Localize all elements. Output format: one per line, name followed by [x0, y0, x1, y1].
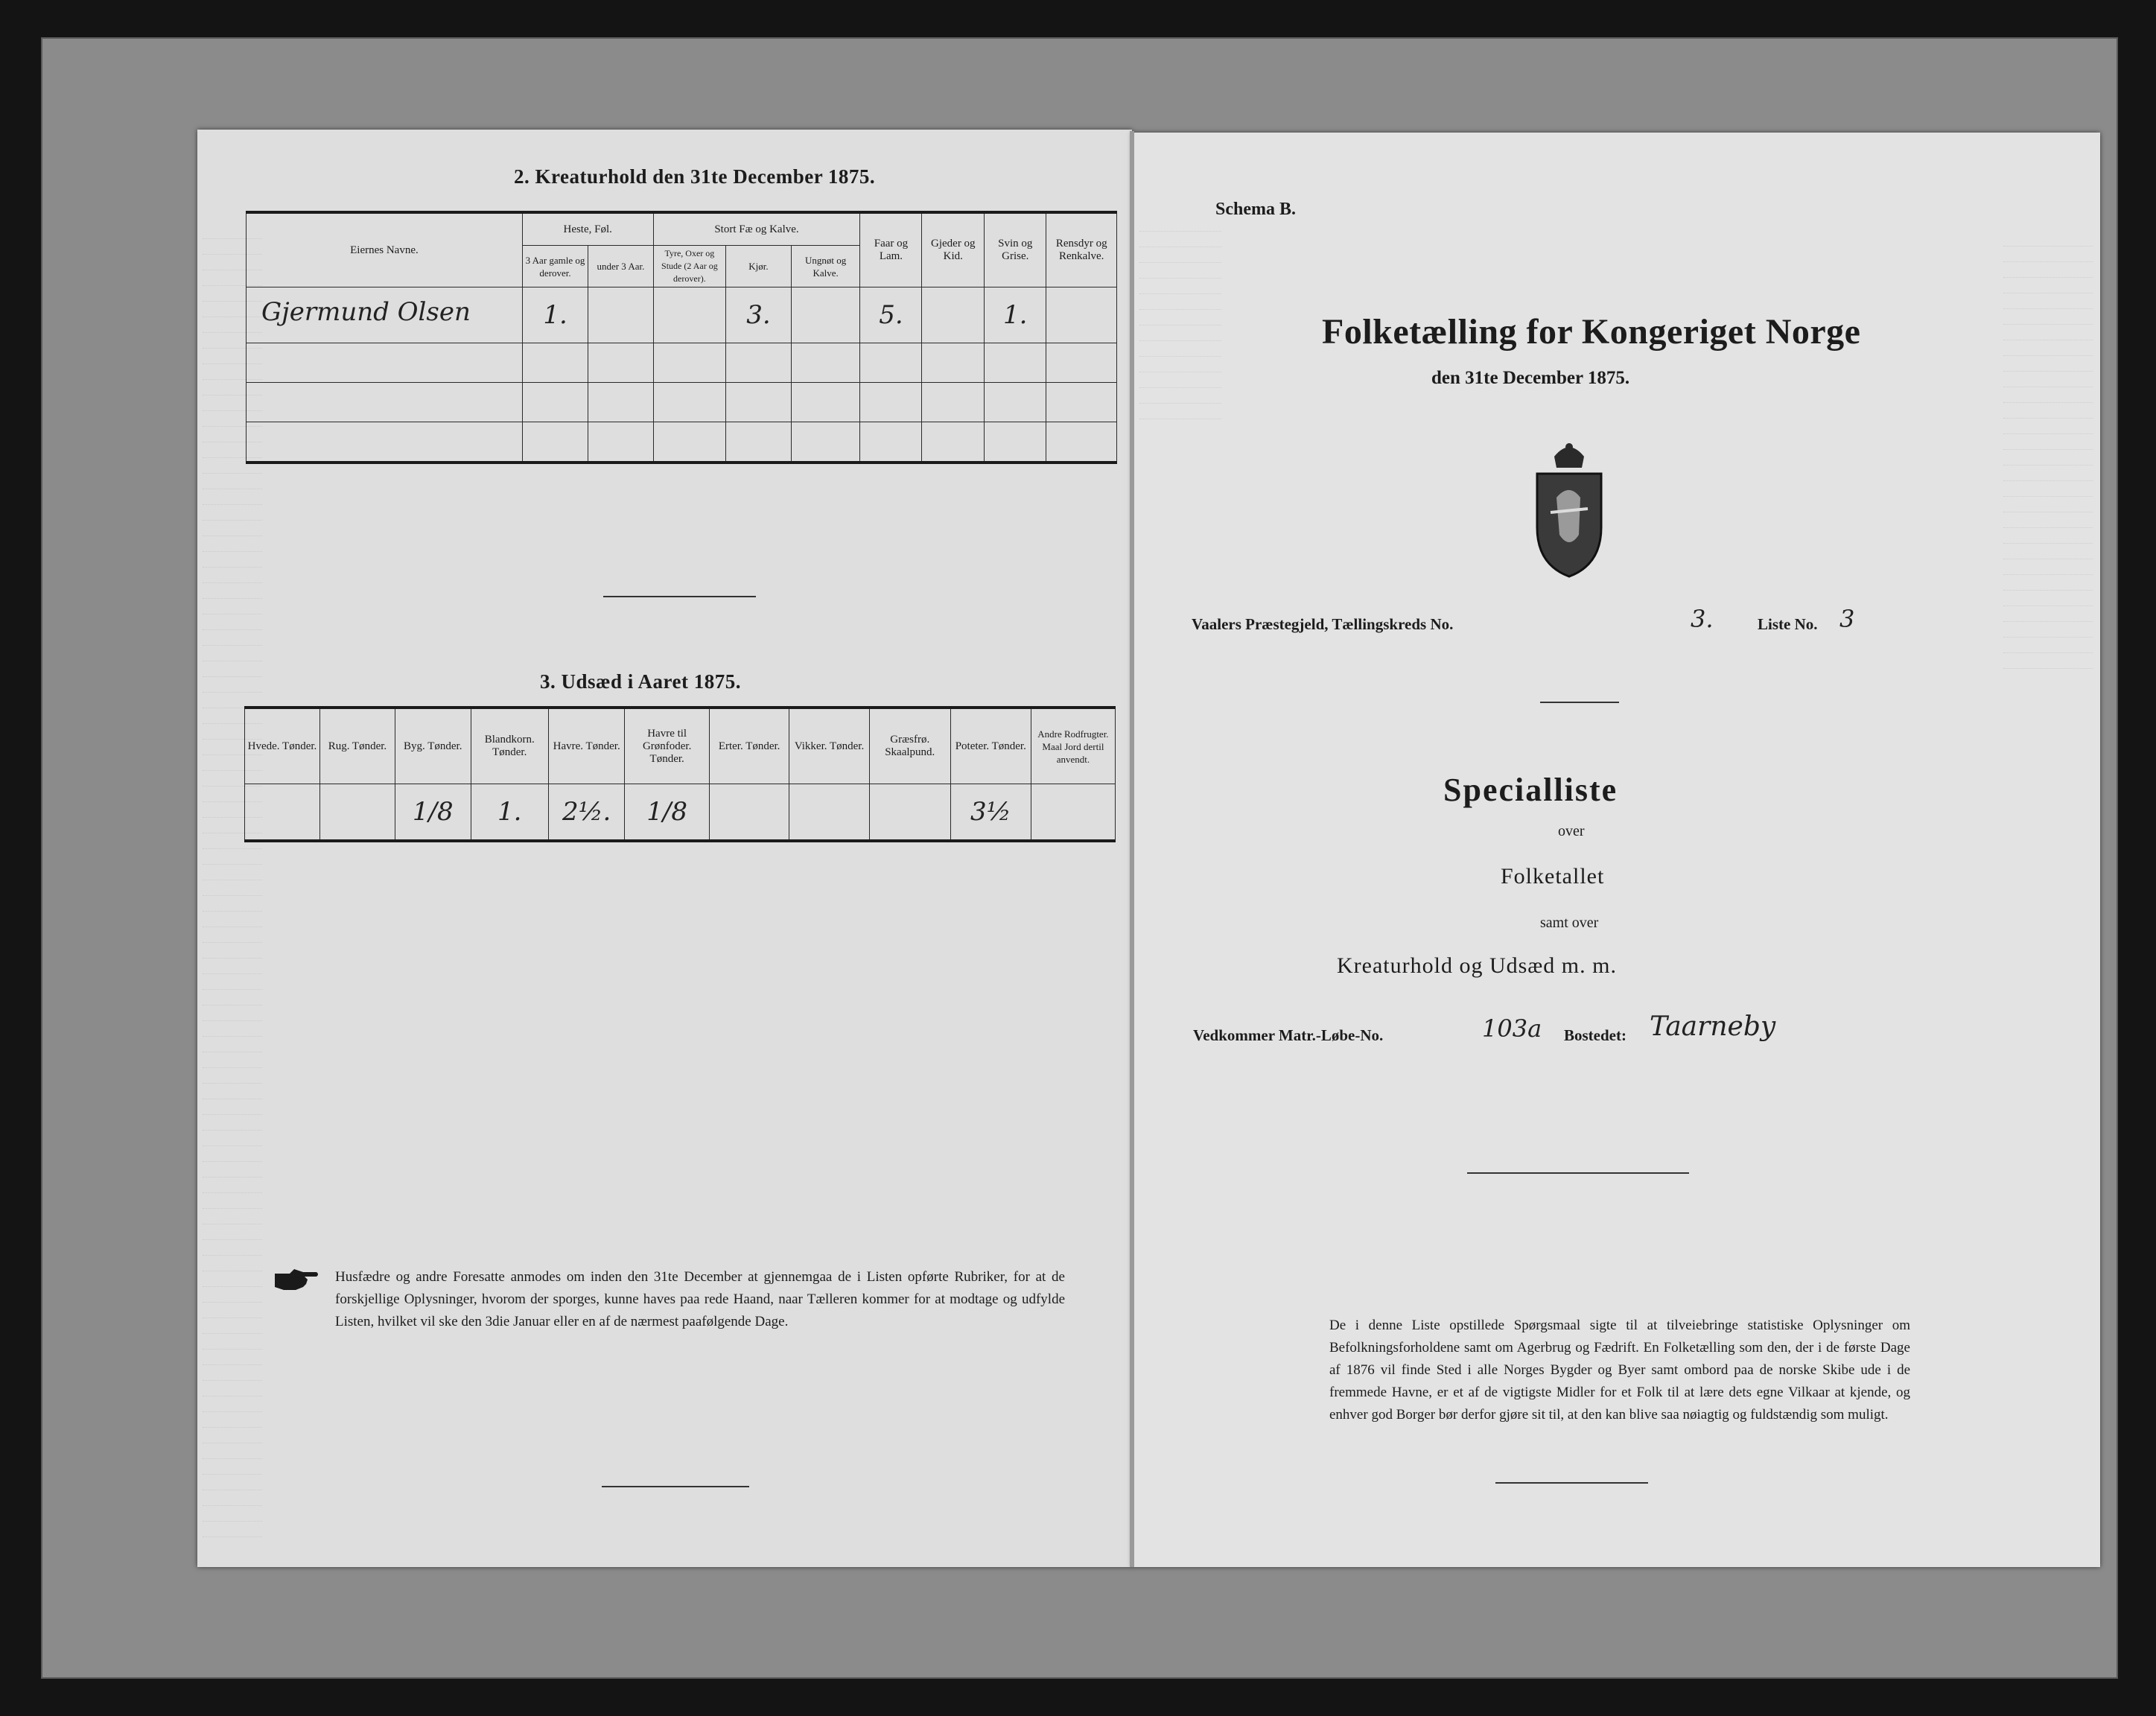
matr-label: Vedkommer Matr.-Løbe-No. — [1193, 1026, 1384, 1044]
byg-value: 1/8 — [395, 784, 471, 842]
norway-coat-of-arms — [1528, 438, 1610, 579]
group-horses-header: Heste, Føl. — [522, 212, 653, 246]
col-svin-header: Svin og Grise. — [985, 212, 1046, 287]
c-tyre-value — [653, 287, 726, 343]
rensdyr-value — [1046, 287, 1117, 343]
notice-text: Husfædre og andre Foresatte anmodes om inden den 31te December at gjennemgaa de i Listen opførte Rubriker, for at de forskjellige Oplysninger, hvorom der sporges, kunne haves paa rede Haand, naar Tælleren kommer for at modtage og udfylde Listen, hvilket vil ske den 3die Januar eller en af de nærmest paafølgende Dage. — [335, 1269, 1065, 1329]
c-ungnot-header: Ungnøt og Kalve. — [791, 246, 860, 287]
bottom-explanatory-note: De i denne Liste opstillede Spørgsmaal sigte til at tilveiebringe statistiske Oplysninger om Befolkningsforholdene samt om Agerbrug og Fædrift. En Folketælling som den, der i de første Dage af 1876 vil finde Sted i alle Norges Bygder og Byer samt ombord paa de norske Skibe ude i de fremmede Havne, er et af de vigtigste Midler for et Folk til at lære dets egne Vilkaar at kjende, og enhver god Borger bør derfor gjøre sit til, at den kan blive saa nøiagtig og fuldstændig som muligt. — [1329, 1318, 1910, 1423]
poteter-header: Poteter. Tønder. — [950, 708, 1031, 784]
c-ungnot-value — [791, 287, 860, 343]
owner-name: Gjermund Olsen — [261, 297, 471, 327]
sowing-table — [244, 706, 1116, 842]
book-fold — [1130, 131, 1134, 1567]
col-rensdyr-header: Rensdyr og Renkalve. — [1046, 212, 1117, 287]
blandkorn-header: Blandkorn. Tønder. — [471, 708, 548, 784]
c-kjor-value: 3. — [726, 287, 792, 343]
erter-header: Erter. Tønder. — [709, 708, 789, 784]
livestock-table — [246, 211, 1117, 464]
andre-rodfrugter-value — [1031, 784, 1115, 842]
long-rule — [1467, 1172, 1689, 1174]
havre-gronfoder-header: Havre til Grønfoder. Tønder. — [625, 708, 710, 784]
poteter-value: 3½ — [950, 784, 1031, 842]
c-tyre-header: Tyre, Oxer og Stude (2 Aar og derover). — [653, 246, 726, 287]
havre-gronfoder-value: 1/8 — [625, 784, 710, 842]
short-rule — [1540, 702, 1619, 703]
graesfro-value — [869, 784, 950, 842]
section3-title: 3. Udsæd i Aaret 1875. — [540, 670, 742, 693]
prestegjeld-label: Vaalers Præstegjeld, Tællingskreds No. — [1192, 615, 1454, 633]
group-cattle-header: Stort Fæ og Kalve. — [653, 212, 860, 246]
bosted-label: Bostedet: — [1564, 1026, 1626, 1044]
faint-bleed-through-right-edge — [2003, 231, 2093, 678]
vikker-value — [789, 784, 869, 842]
samt-over-label: samt over — [1540, 915, 1599, 931]
owner-cell — [247, 287, 523, 343]
h-3aar-value: 1. — [522, 287, 588, 343]
kreaturhold-udsaed-label: Kreaturhold og Udsæd m. m. — [1337, 953, 1617, 978]
col-gjeder-header: Gjeder og Kid. — [922, 212, 985, 287]
divider-rule — [603, 596, 756, 597]
havre-value: 2½. — [548, 784, 624, 842]
section2-title: 2. Kreaturhold den 31te December 1875. — [514, 165, 876, 188]
gjeder-value — [922, 287, 985, 343]
graesfro-header: Græsfrø. Skaalpund. — [869, 708, 950, 784]
rug-value — [319, 784, 395, 842]
hvede-header: Hvede. Tønder. — [245, 708, 320, 784]
bosted-value: Taarneby — [1650, 1011, 1776, 1042]
h-under3-header: under 3 Aar. — [588, 246, 653, 287]
h-3aar-header: 3 Aar gamle og derover. — [522, 246, 588, 287]
col-faar-header: Faar og Lam. — [860, 212, 922, 287]
col-owner-header: Eiernes Navne. — [247, 212, 523, 287]
byg-header: Byg. Tønder. — [395, 708, 471, 784]
matr-value: 103a — [1482, 1014, 1542, 1043]
andre-rodfrugter-header: Andre Rodfrugter. Maal Jord dertil anvendt. — [1031, 708, 1115, 784]
folketallet-label: Folketallet — [1501, 864, 1605, 889]
rug-header: Rug. Tønder. — [319, 708, 395, 784]
faar-value: 5. — [860, 287, 922, 343]
faint-bleed-through-right — [1139, 216, 1221, 425]
havre-header: Havre. Tønder. — [548, 708, 624, 784]
liste-number: 3 — [1839, 605, 1855, 633]
blandkorn-value: 1. — [471, 784, 548, 842]
vikker-header: Vikker. Tønder. — [789, 708, 869, 784]
bottom-divider-right — [1495, 1482, 1648, 1484]
over-label: over — [1558, 823, 1585, 839]
kreds-number: 3. — [1691, 605, 1714, 633]
erter-value — [709, 784, 789, 842]
pointing-hand-icon — [273, 1266, 319, 1293]
liste-label: Liste No. — [1758, 615, 1818, 633]
specialliste-title: Specialliste — [1443, 772, 1618, 808]
main-title: Folketælling for Kongeriget Norge — [1322, 312, 1861, 352]
main-subtitle: den 31te December 1875. — [1431, 368, 1630, 388]
hvede-value — [245, 784, 320, 842]
c-kjor-header: Kjør. — [726, 246, 792, 287]
schema-label: Schema B. — [1215, 200, 1296, 219]
svin-value: 1. — [985, 287, 1046, 343]
h-under3-value — [588, 287, 653, 343]
bottom-divider-left — [602, 1486, 749, 1487]
